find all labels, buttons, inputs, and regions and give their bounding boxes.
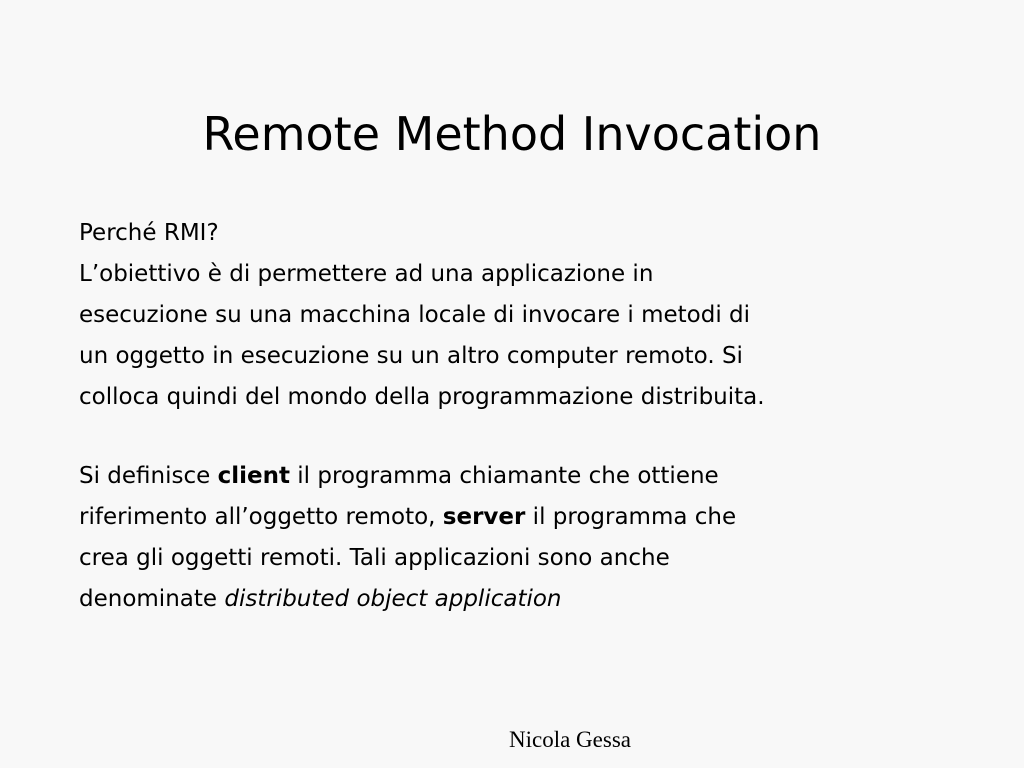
- footer-author: Nicola Gessa: [509, 727, 631, 752]
- slide-body: [79, 213, 959, 620]
- distributed-object-application-term: distributed object application: [224, 586, 562, 612]
- body-line: crea gli oggetti remoti. Tali applicazioni sono anche: [79, 545, 670, 571]
- body-line: un oggetto in esecuzione su un altro computer remoto. Si: [79, 343, 743, 369]
- slide-title: Remote Method Invocation: [202, 107, 822, 161]
- text-fragment: Si definisce: [79, 463, 218, 489]
- paragraph-client-server: [79, 456, 959, 620]
- text-fragment: il programma che: [525, 504, 737, 530]
- server-term: server: [442, 504, 526, 530]
- body-line: [79, 579, 959, 620]
- client-term: client: [217, 463, 290, 489]
- body-line: [79, 497, 959, 538]
- text-fragment: il programma chiamante che ottiene: [289, 463, 719, 489]
- body-line: colloca quindi del mondo della programmazione distribuita.: [79, 384, 765, 410]
- body-line: [79, 456, 959, 497]
- text-fragment: denominate: [79, 586, 225, 612]
- body-line: Perché RMI?: [79, 220, 219, 246]
- text-fragment: riferimento all’oggetto remoto,: [79, 504, 443, 530]
- body-line: esecuzione su una macchina locale di invocare i metodi di: [79, 302, 751, 328]
- paragraph-why-rmi: [79, 213, 959, 418]
- body-line: L’obiettivo è di permettere ad una applicazione in: [79, 261, 654, 287]
